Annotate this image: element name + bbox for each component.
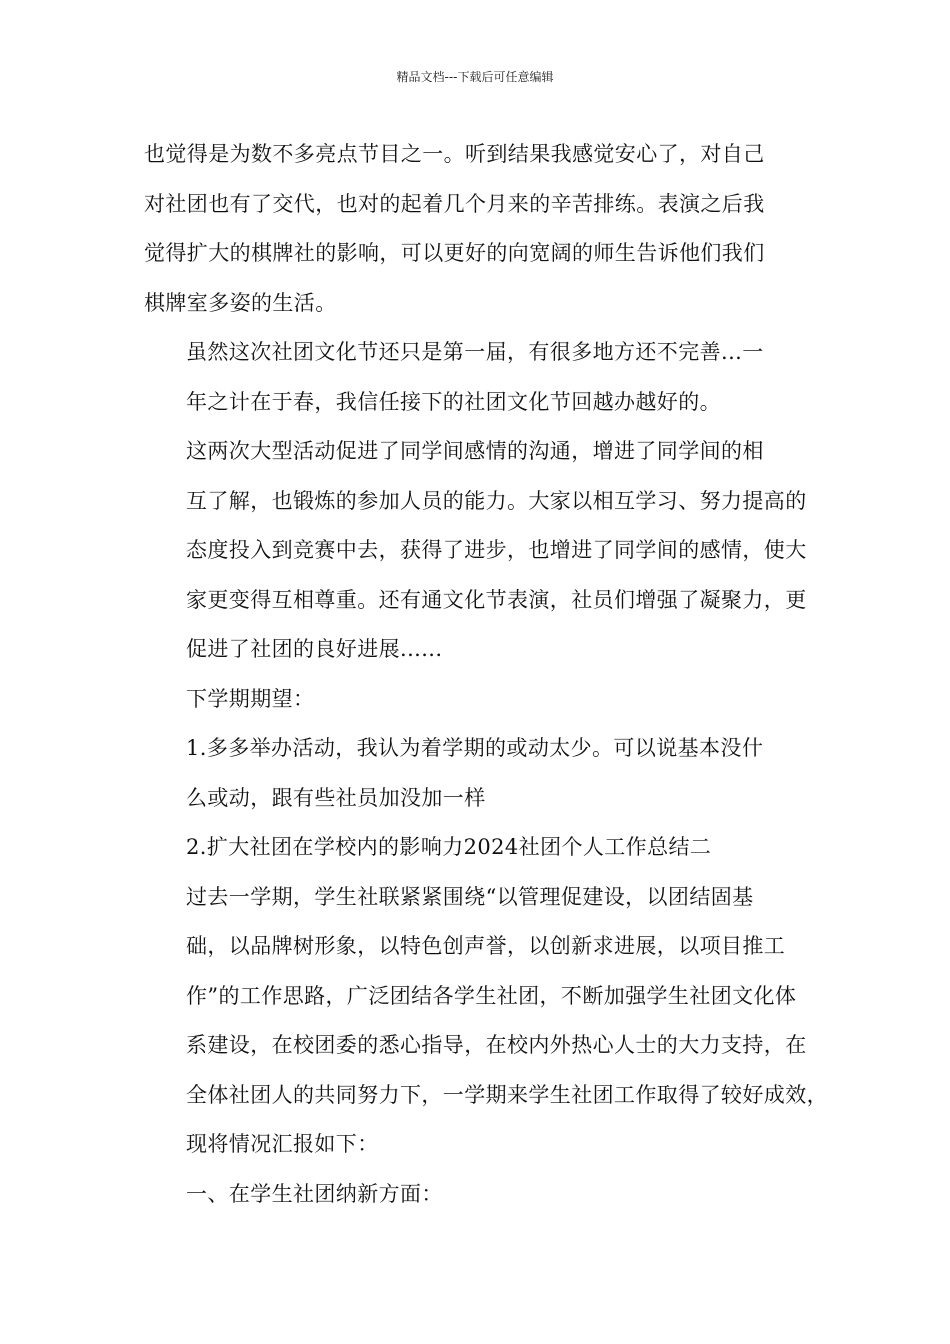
paragraph [144,1170,814,1220]
text-line: 促进了社团的良好进展...... [186,637,443,661]
text-line: 全体社团人的共同努力下，一学期来学生社团工作取得了较好成效， [186,1082,828,1107]
text-line: 现将情况汇报如下： [186,1132,379,1156]
text-line: 年之计在于春，我信任接下的社团文化节回越办越好的。 [186,389,721,414]
page-header: 精品文档---下载后可任意编辑 [396,70,554,84]
text-line: 么或动，跟有些社员加没加一样 [186,785,486,810]
text-line: 础，以品牌树形象，以特色创声誉，以创新求进展，以项目推工 [186,934,786,958]
text-line: 2.扩大社团在学校内的影响力2024社团个人工作总结二 [186,835,712,859]
paragraph [144,427,814,675]
text-line: 家更变得互相尊重。还有通文化节表演，社员们增强了凝聚力，更 [186,587,807,612]
text-line: 对社团也有了交代，也对的起着几个月来的辛苦排练。表演之后我 [144,191,765,216]
text-line: 虽然这次社团文化节还只是第一届，有很多地方还不完善...一 [186,340,764,364]
text-line: 这两次大型活动促进了同学间感情的沟通，增进了同学间的相 [186,439,764,463]
paragraph [144,724,814,823]
paragraph [144,328,814,427]
text-line: 棋牌室多姿的生活。 [144,290,337,315]
text-line: 1.多多举办活动，我认为着学期的或动太少。可以说基本没什 [186,736,764,760]
paragraph [144,823,814,873]
text-line: 一、在学生社团纳新方面： [186,1181,443,1206]
text-line: 作”的工作思路，广泛团结各学生社团，不断加强学生社团文化体 [186,983,797,1008]
paragraph [144,675,814,725]
text-line: 下学期期望： [186,686,315,711]
text-line: 态度投入到竞赛中去，获得了进步，也增进了同学间的感情，使大 [186,538,807,562]
paragraph [144,130,814,328]
text-line: 觉得扩大的棋牌社的影响，可以更好的向宽阔的师生告诉他们我们 [144,241,765,265]
paragraph [144,873,828,1170]
text-line: 系建设，在校团委的悉心指导，在校内外热心人士的大力支持，在 [186,1033,807,1057]
text-line: 互了解，也锻炼的参加人员的能力。大家以相互学习、努力提高的 [186,488,807,513]
document-body [144,130,828,1219]
text-line: 也觉得是为数不多亮点节目之一。听到结果我感觉安心了，对自己 [144,142,765,166]
text-line: 过去一学期，学生社联紧紧围绕“以管理促建设，以团结固基 [186,884,754,909]
